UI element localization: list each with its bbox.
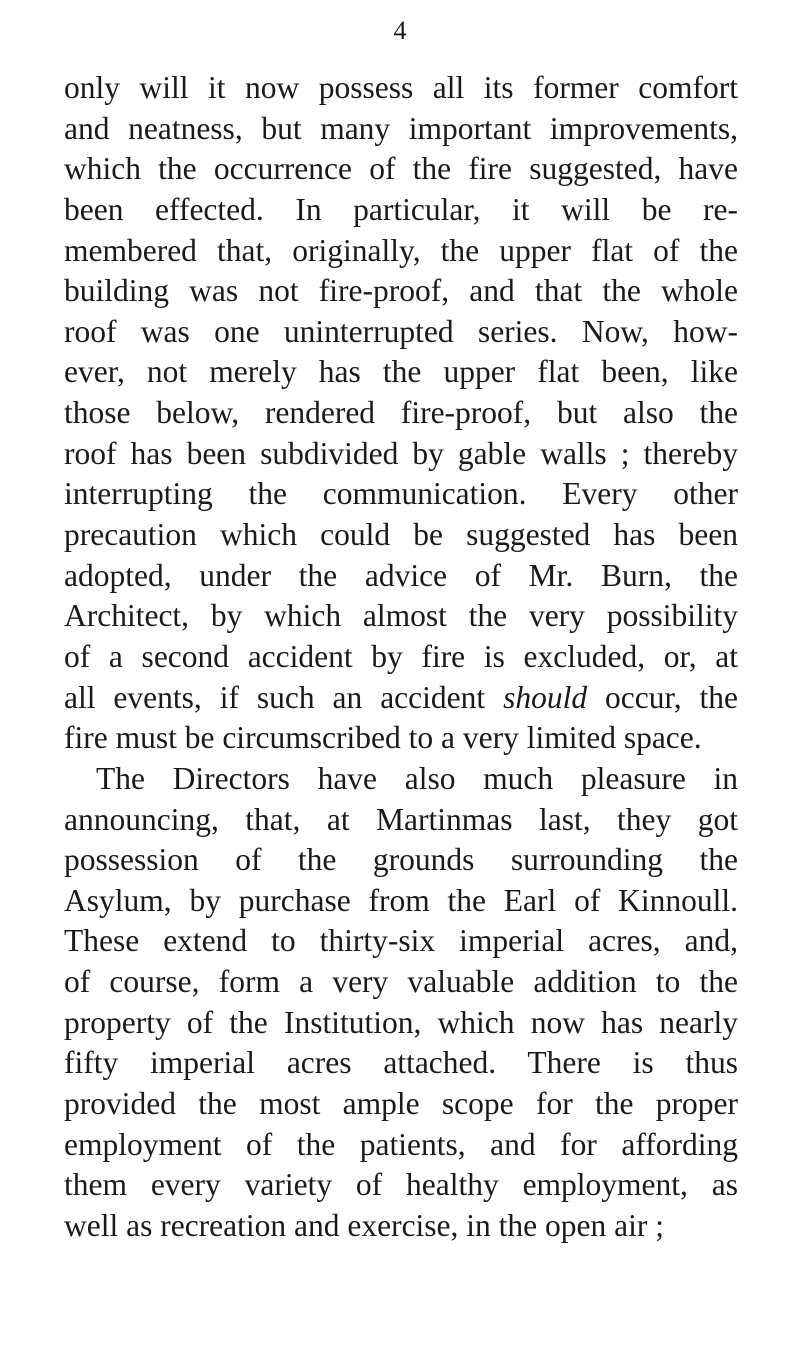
- text-line: These extend to thirty-six imperial acres, and,: [64, 923, 738, 959]
- text-line: Architect, by which almost the very possibility: [64, 598, 738, 634]
- text-line: membered that, originally, the upper flat of the: [64, 232, 738, 268]
- text-line: property of the Institution, which now has nearly: [64, 1004, 738, 1040]
- text-line: fifty imperial acres attached. There is thus: [64, 1045, 738, 1081]
- text-segment: all events, if such an accident: [64, 679, 504, 715]
- text-line: ever, not merely has the upper flat been, like: [64, 354, 738, 390]
- paragraph-first-line: The Directors have also much pleasure in: [96, 760, 738, 796]
- text-line: precaution which could be suggested has been: [64, 517, 738, 553]
- text-line-with-emphasis: [64, 678, 738, 719]
- text-segment: occur, the: [587, 679, 738, 715]
- text-line: roof has been subdivided by gable walls ; thereby: [64, 435, 738, 471]
- text-line: only will it now possess all its former comfort: [64, 70, 738, 105]
- text-line: and neatness, but many important improvements,: [64, 110, 738, 146]
- text-line: them every variety of healthy employment, as: [64, 1167, 738, 1203]
- text-line: those below, rendered fire-proof, but also the: [64, 395, 738, 431]
- text-line: employment of the patients, and for affording: [64, 1126, 738, 1162]
- text-line: of a second accident by fire is excluded, or, at: [64, 638, 738, 674]
- emphasized-word: should: [503, 679, 588, 715]
- text-line: which the occurrence of the fire suggested, have: [64, 151, 738, 187]
- text-line: been effected. In particular, it will be re-: [64, 191, 738, 227]
- text-line: interrupting the communication. Every other: [64, 476, 738, 512]
- text-line: provided the most ample scope for the proper: [64, 1086, 738, 1122]
- paragraph-end-line: fire must be circumscribed to a very limited space.: [64, 720, 702, 756]
- text-line: adopted, under the advice of Mr. Burn, the: [64, 557, 738, 593]
- text-line: announcing, that, at Martinmas last, they got: [64, 801, 738, 837]
- text-line: well as recreation and exercise, in the open air ;: [64, 1207, 664, 1243]
- text-line: possession of the grounds surrounding the: [64, 842, 738, 878]
- page-number: 4: [393, 16, 407, 45]
- text-line: of course, form a very valuable addition to the: [64, 964, 738, 1000]
- text-line: building was not fire-proof, and that the whole: [64, 273, 738, 309]
- body-text: [64, 68, 738, 1247]
- text-line: Asylum, by purchase from the Earl of Kinnoull.: [64, 882, 738, 918]
- text-line: roof was one uninterrupted series. Now, how-: [64, 313, 738, 349]
